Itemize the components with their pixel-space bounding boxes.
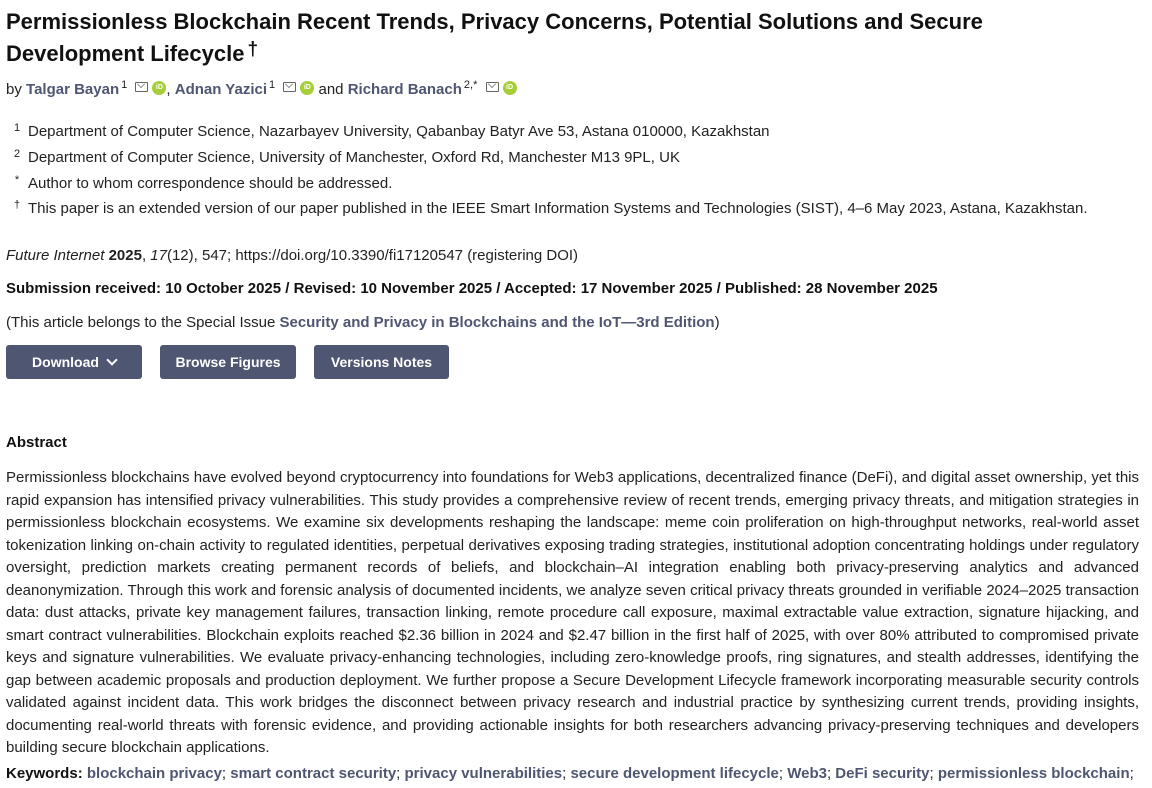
keyword-separator: ; — [826, 765, 832, 782]
keyword-link[interactable]: privacy vulnerabilities — [404, 765, 563, 782]
author-link-3[interactable]: Richard Banach — [347, 81, 462, 98]
affiliation-1 — [6, 118, 770, 142]
special-issue-suffix: ) — [714, 314, 720, 331]
special-issue-link[interactable]: Security and Privacy in Blockchains and the IoT—3rd Edition — [279, 314, 715, 331]
download-label: Download — [32, 354, 99, 370]
affiliation-text: Author to whom correspondence should be addressed. — [28, 175, 393, 192]
author-affil-sup-1: 1 — [121, 79, 128, 91]
chevron-down-icon — [106, 354, 117, 365]
affiliation-mark: 1 — [13, 122, 21, 134]
versions-notes-label: Versions Notes — [330, 354, 433, 370]
correspondence-note — [6, 170, 392, 194]
author-list — [6, 75, 517, 100]
special-issue-prefix: (This article belongs to the Special Issue — [6, 314, 280, 331]
keyword-link[interactable]: permissionless blockchain — [937, 765, 1130, 782]
affiliation-text: Department of Computer Science, University of Manchester, Oxford Rd, Manchester M13 9PL, UK — [28, 149, 680, 166]
affiliation-mark: † — [13, 199, 21, 211]
keyword-separator: ; — [562, 765, 567, 782]
citation-volume: 17 — [150, 247, 167, 264]
versions-notes-button[interactable] — [314, 345, 449, 379]
keywords-line — [6, 764, 1134, 784]
and-label: and — [318, 81, 344, 98]
email-icon[interactable] — [283, 82, 296, 92]
author-separator: , — [166, 81, 171, 98]
by-label: by — [6, 81, 22, 98]
extended-version-note — [6, 195, 1088, 219]
abstract-text: Permissionless blockchains have evolved beyond cryptocurrency into foundations for Web3 applications, decentralized finance (DeFi), and digital asset ownership, yet this rapid expansion has intensified privacy vulnerabilities. This study provides a comprehensive review of recent trends, emerging privacy threats, and mitigation strategies in permissionless blockchain ecosystems. We examine six developments reshaping the landscape: meme coin proliferation on high-throughput networks, real-world asset tokenization linking on-chain activity to regulated identities, perpetual derivatives exposing trading strategies, institutional adoption concentrating holdings under regulatory oversight, prediction markets creating permanent records of beliefs, and blockchain–AI integration enabling both privacy-preserving analytics and advanced deanonymization. Through this work and forensic analysis of documented incidents, we analyze seven critical privacy threats grounded in verifiable 2024–2025 transaction data: dust attacks, private key management failures, transaction linking, remote procedure call exposure, maximal extractable value extraction, signature hijacking, and smart contract vulnerabilities. Blockchain exploits reached $2.36 billion in 2024 and $2.47 billion in the first half of 2025, with over 80% attributed to compromised private keys and signature vulnerabilities. We evaluate privacy-enhancing technologies, including zero-knowledge proofs, ring signatures, and stealth addresses, identifying the gap between academic proposals and production deployment. We further propose a Secure Development Lifecycle framework incorporating measurable security controls validated against incident data. This work bridges the disconnect between privacy research and industrial practice by synthesizing current trends, providing insights, documenting real-world threats with forensic evidence, and providing actionable insights for both researchers advancing privacy-preserving techniques and developers building secure blockchain applications. — [6, 469, 1139, 756]
affiliation-text: Department of Computer Science, Nazarbayev University, Qabanbay Batyr Ave 53, Astana 010000, Kazakhstan — [28, 123, 770, 140]
keyword-link[interactable]: DeFi security — [835, 765, 930, 782]
orcid-icon[interactable]: iD — [300, 81, 314, 95]
orcid-icon[interactable]: iD — [152, 81, 166, 95]
citation-year: 2025 — [108, 247, 142, 264]
email-icon[interactable] — [486, 82, 499, 92]
keyword-link[interactable]: Web3 — [787, 765, 827, 782]
affiliation-2 — [6, 144, 680, 168]
browse-figures-button[interactable] — [160, 345, 296, 379]
email-icon[interactable] — [135, 82, 148, 92]
publication-dates: Submission received: 10 October 2025 / Revised: 10 November 2025 / Accepted: 17 November 2025 / Published: 28 November 2025 — [6, 280, 938, 297]
keyword-link[interactable]: secure development lifecycle — [570, 765, 779, 782]
citation-line: Future Internet 2025, 17(12), 547; https://doi.org/10.3390/fi17120547 (registering DOI) — [6, 247, 579, 264]
affiliation-text: This paper is an extended version of our paper published in the IEEE Smart Information Systems and Technologies (SIST), 4–6 May 2023, Astana, Kazakhstan. — [28, 200, 1088, 217]
keyword-separator: ; — [1129, 765, 1134, 782]
article-title: Permissionless Blockchain Recent Trends, Privacy Concerns, Potential Solutions and Secure Development Lifecycle † — [6, 9, 983, 66]
journal-name: Future Internet — [6, 247, 105, 264]
keyword-separator: ; — [396, 765, 401, 782]
affiliation-mark: 2 — [13, 148, 21, 160]
keyword-separator: ; — [929, 765, 934, 782]
special-issue-line — [6, 313, 720, 333]
keywords-label: Keywords: — [6, 765, 83, 782]
abstract-heading: Abstract — [6, 434, 67, 451]
author-affil-sup-3: 2,* — [463, 79, 478, 91]
keyword-separator: ; — [221, 765, 227, 782]
affiliation-mark: * — [14, 174, 20, 186]
author-link-2[interactable]: Adnan Yazici — [174, 81, 268, 98]
browse-figures-label: Browse Figures — [175, 354, 281, 370]
orcid-icon[interactable]: iD — [503, 81, 517, 95]
keyword-link[interactable]: smart contract security — [230, 765, 397, 782]
keyword-link[interactable]: blockchain privacy — [86, 765, 222, 782]
title-footnote-mark: † — [247, 39, 259, 60]
citation-issue-doi: (12), 547; https://doi.org/10.3390/fi17120547 (registering DOI) — [166, 247, 579, 264]
keyword-separator: ; — [778, 765, 784, 782]
author-link-1[interactable]: Talgar Bayan — [26, 81, 120, 98]
download-button[interactable] — [6, 345, 142, 379]
author-affil-sup-2: 1 — [269, 79, 276, 91]
